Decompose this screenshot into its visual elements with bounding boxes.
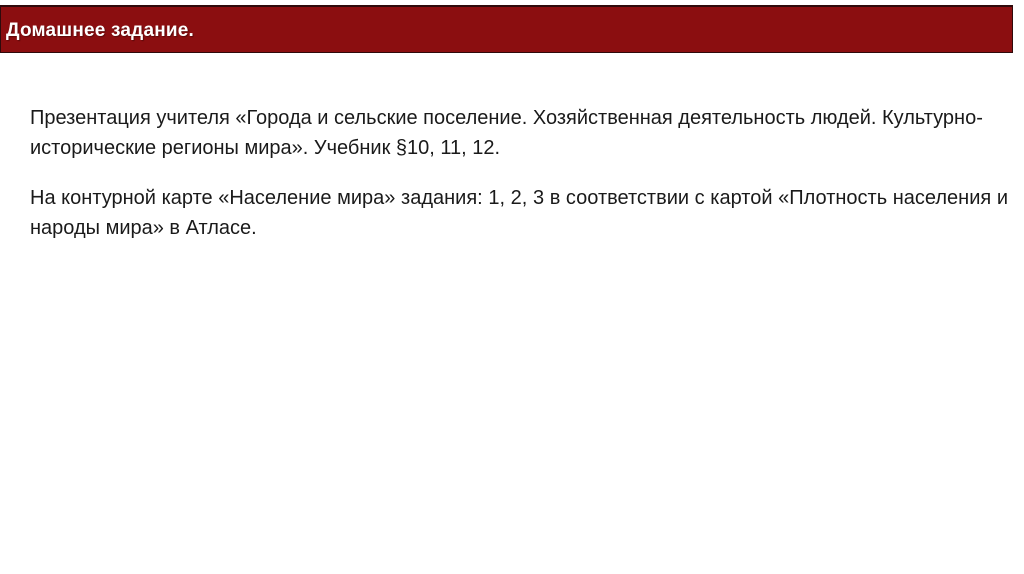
slide-title-bar: [0, 5, 1013, 53]
homework-paragraph-contour-map: На контурной карте «Население мира» задания: 1, 2, 3 в соответствии с картой «Плотность населения и народы мира» в Атласе.: [30, 187, 1008, 239]
slide-title: Домашнее задание.: [6, 20, 195, 41]
slide-body: [30, 103, 1008, 243]
homework-paragraph-presentation: Презентация учителя «Города и сельские поселение. Хозяйственная деятельность людей. Культурно-исторические регионы мира». Учебник §10, 11, 12.: [30, 107, 983, 159]
